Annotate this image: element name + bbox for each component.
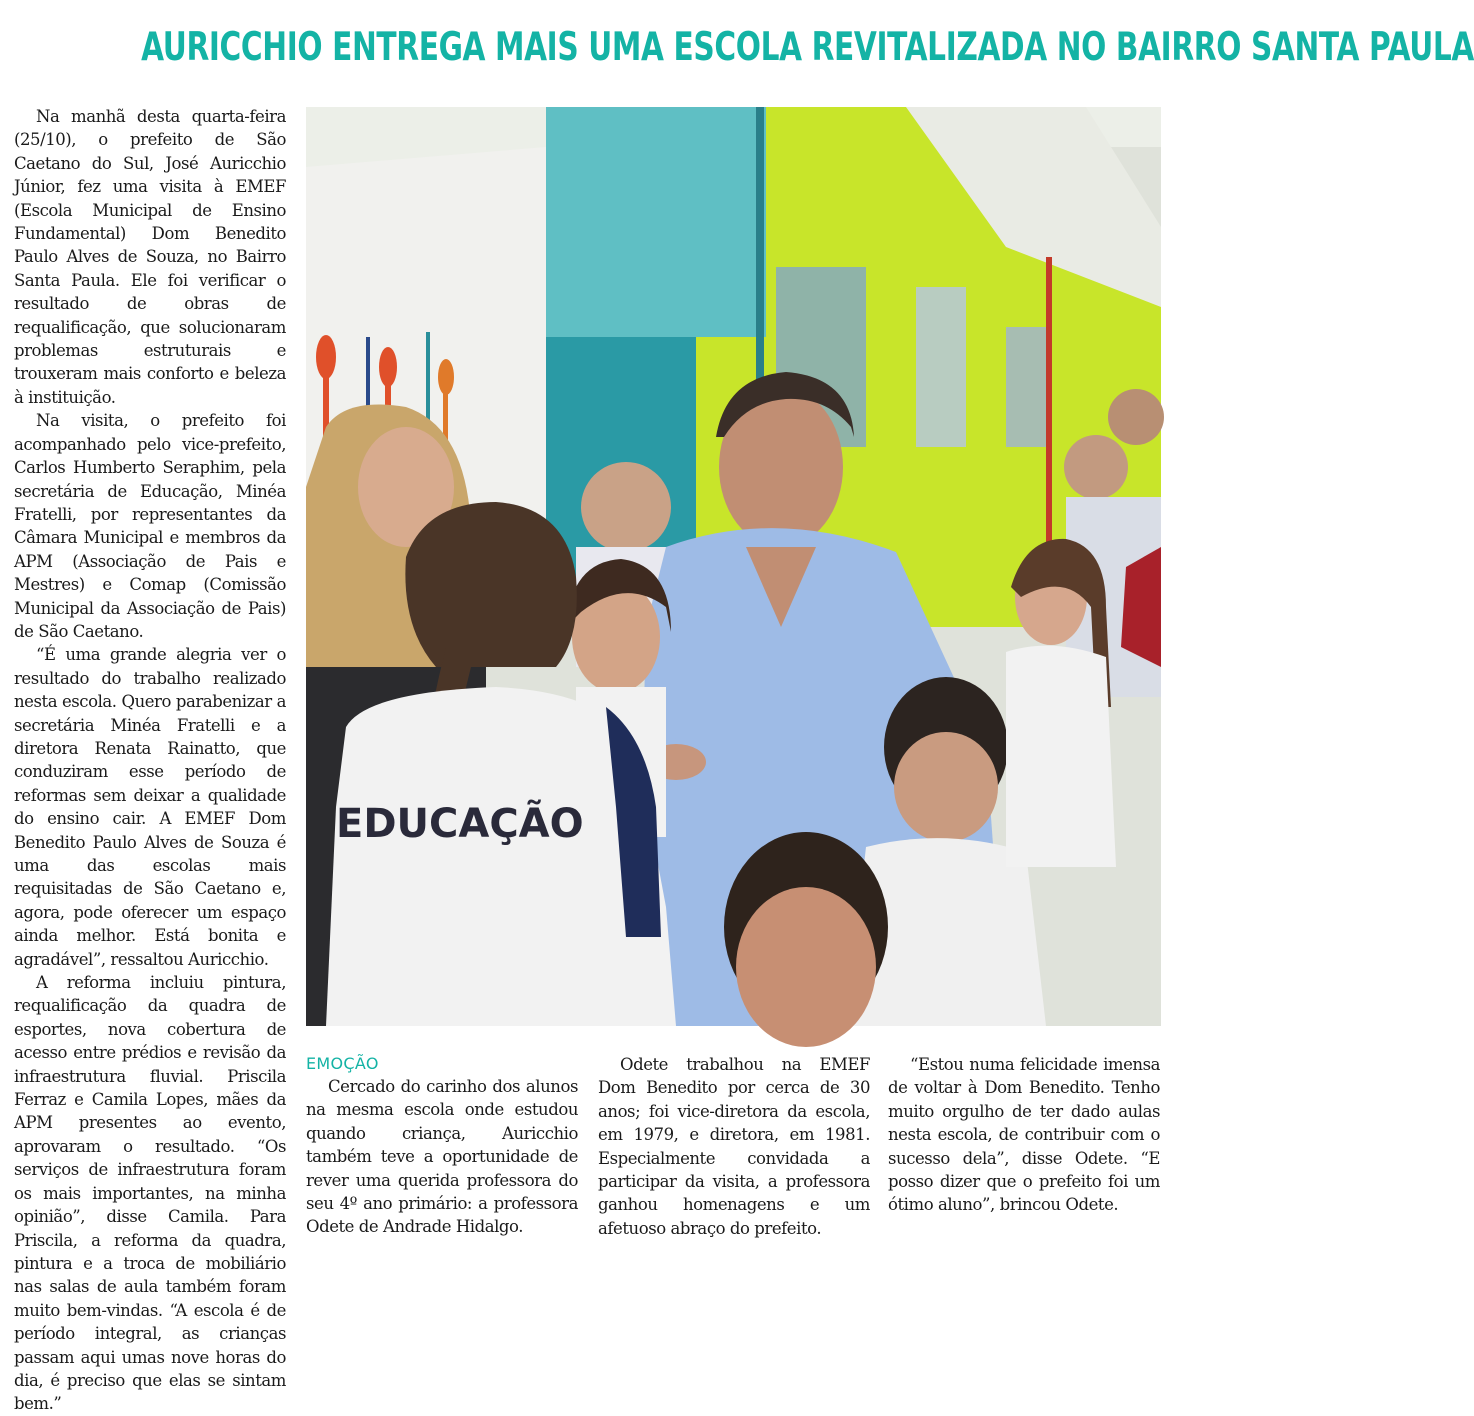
article-left-column bbox=[14, 105, 286, 1416]
section-heading: EMOÇÃO bbox=[306, 1054, 379, 1073]
headline: AURICCHIO ENTREGA MAIS UMA ESCOLA REVITALIZADA NO BAIRRO SANTA PAULA bbox=[141, 25, 1474, 70]
news-photo bbox=[306, 107, 1161, 1026]
paragraph: “Estou numa felicidade imensa de voltar à Dom Benedito. Tenho muito orgulho de ter dado aulas nesta escola, de contribuir com o sucesso dela”, disse Odete. “E posso dizer que o prefeito foi um ótimo aluno”, brincou Odete. bbox=[888, 1055, 1160, 1215]
article-column-quote bbox=[888, 1053, 1160, 1217]
paragraph: Na visita, o prefeito foi acompanhado pelo vice-prefeito, Carlos Humberto Seraphim, pela secretária de Educação, Minéa Fratelli, por representantes da Câmara Municipal e membros da APM (Associação de Pais e Mestres) e Comap (Comissão Municipal da Associação de Pais) de São Caetano. bbox=[14, 411, 286, 641]
paragraph: Na manhã desta quarta-feira (25/10), o prefeito de São Caetano do Sul, José Auricchio Júnior, fez uma visita à EMEF (Escola Municipal de Ensino Fundamental) Dom Benedito Paulo Alves de Souza, no Bairro Santa Paula. Ele foi verificar o resultado de obras de requalificação, que solucionaram problemas estruturais e trouxeram mais conforto e beleza à instituição. bbox=[14, 107, 286, 407]
paragraph: A reforma incluiu pintura, requalificação da quadra de esportes, nova cobertura de acesso entre prédios e revisão da infraestrutura fluvial. Priscila Ferraz e Camila Lopes, mães da APM presentes ao evento, aprovaram o resultado. “Os serviços de infraestrutura foram os mais importantes, na minha opinião”, disse Camila. Para Priscila, a reforma da quadra, pintura e a troca de mobiliário nas salas de aula também foram muito bem-vindas. “A escola é de período integral, as crianças passam aqui umas nove horas do dia, é preciso que elas se sintam bem.” bbox=[14, 973, 286, 1414]
photo-illustration bbox=[306, 107, 1161, 1026]
paragraph: Odete trabalhou na EMEF Dom Benedito por cerca de 30 anos; foi vice-diretora da escola, em 1979, e diretora, em 1981. Especialmente convidada a participar da visita, a professora ganhou homenagens e um afetuoso abraço do prefeito. bbox=[598, 1055, 870, 1238]
article-column-emocao bbox=[306, 1053, 578, 1239]
paragraph: “É uma grande alegria ver o resultado do trabalho realizado nesta escola. Quero parabenizar a secretária Minéa Fratelli e a diretora Renata Rainatto, que conduziram esse período de reformas sem deixar a qualidade do ensino cair. A EMEF Dom Benedito Paulo Alves de Souza é uma das escolas mais requisitadas de São Caetano e, agora, pode oferecer um espaço ainda melhor. Está bonita e agradável”, ressaltou Auricchio. bbox=[14, 645, 286, 969]
paragraph: Cercado do carinho dos alunos na mesma escola onde estudou quando criança, Auricchio também teve a oportunidade de rever uma querida professora do seu 4º ano primário: a professora Odete de Andrade Hidalgo. bbox=[306, 1077, 578, 1237]
shirt-text: EDUCAÇÃO bbox=[336, 801, 584, 847]
article-column-odete bbox=[598, 1053, 870, 1240]
